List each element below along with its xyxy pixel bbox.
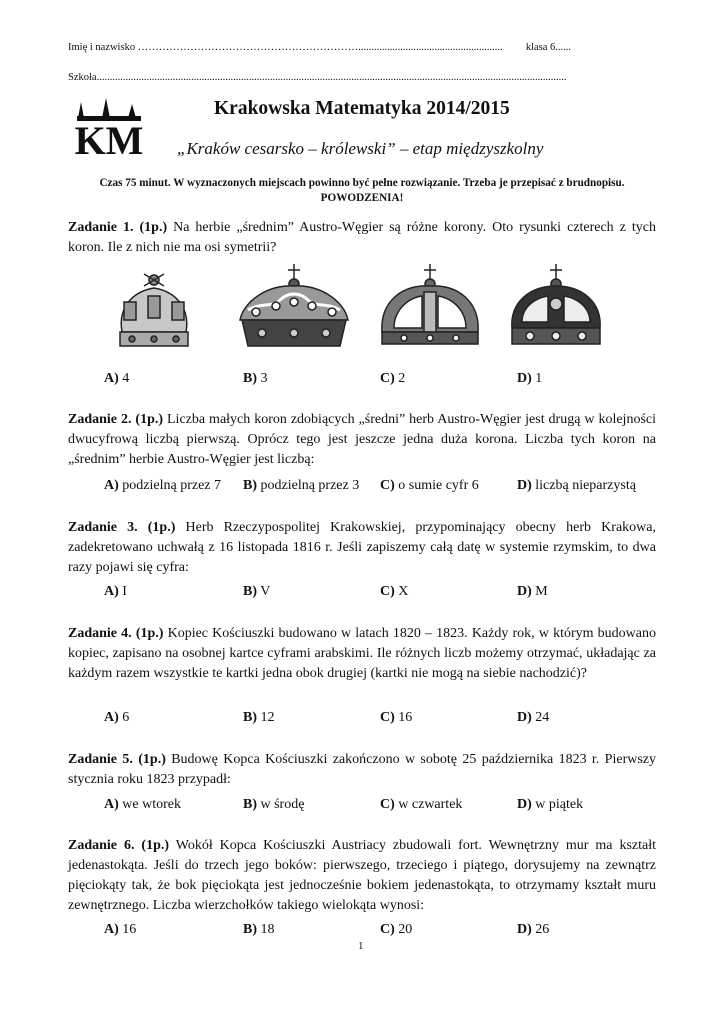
- page-subtitle: „Kraków cesarsko – królewski” – etap międzyszkolny: [177, 139, 544, 158]
- task-6-answer-a[interactable]: A) 16: [104, 922, 137, 937]
- task-3: [68, 518, 656, 578]
- task-5-answer-b[interactable]: B) w środę: [243, 797, 305, 812]
- task-2-answer-c[interactable]: C) o sumie cyfr 6: [380, 478, 479, 493]
- task-2-answer-b[interactable]: B) podzielną przez 3: [243, 478, 360, 493]
- logo-text: KM: [74, 118, 144, 158]
- task-5-answer-d[interactable]: D) w piątek: [517, 797, 584, 812]
- crown-2-image: [232, 262, 356, 356]
- km-logo: [72, 98, 146, 158]
- task-1: [68, 218, 656, 258]
- crown-4-image: [506, 262, 606, 356]
- task-4-answer-a[interactable]: A) 6: [104, 710, 130, 725]
- task-1-answer-a[interactable]: A) 4: [104, 371, 130, 386]
- task-6-answer-b[interactable]: B) 18: [243, 922, 275, 937]
- crown-3-image: [376, 262, 484, 356]
- task-6-answer-d[interactable]: D) 26: [517, 922, 550, 937]
- task-1-answer-b[interactable]: B) 3: [243, 371, 268, 386]
- task-4-answer-b[interactable]: B) 12: [243, 710, 275, 725]
- task-3-answer-c[interactable]: C) X: [380, 584, 409, 599]
- task-text: Herb Rzeczypospolitej Krakowskiej, przypominający obecny herb Krakowa, zadekretowano uchwałą z 16 listopada 1816 r. Jeśli zapiszemy całą datę w systemie rzymskim, to dwa razy pojawi się cyfra:: [68, 520, 656, 575]
- crown-1-image: [108, 266, 200, 358]
- task-3-answer-d[interactable]: D) M: [517, 584, 548, 599]
- good-luck: POWODZENIA!: [320, 192, 404, 204]
- task-6: [68, 836, 656, 916]
- task-2-answer-a[interactable]: A) podzielną przez 7: [104, 478, 222, 493]
- task-5: [68, 750, 656, 790]
- task-label: Zadanie 2. (1p.): [68, 412, 164, 427]
- class-label: klasa 6......: [525, 42, 572, 53]
- task-1-answer-c[interactable]: C) 2: [380, 371, 406, 386]
- page-title: Krakowska Matematyka 2014/2015: [214, 98, 510, 119]
- school-line: Szkoła...................................................................................................................................................................................: [68, 72, 567, 83]
- instructions-line: Czas 75 minut. W wyznaczonych miejscach powinno być pełne rozwiązanie. Trzeba je przepisać z brudnopisu.: [99, 177, 625, 189]
- task-text: Na herbie „średnim” Austro-Węgier są różne korony. Oto rysunki czterech z tych koron. Ile z nich nie ma osi symetrii?: [68, 220, 656, 255]
- task-text: Budowę Kopca Kościuszki zakończono w sobotę 25 października 1823 r. Pierwszy stycznia roku 1823 przypadł:: [68, 752, 657, 787]
- task-2: [68, 410, 656, 470]
- task-3-answer-a[interactable]: A) I: [104, 584, 127, 599]
- task-6-answer-c[interactable]: C) 20: [380, 922, 413, 937]
- task-2-answer-d[interactable]: D) liczbą nieparzystą: [517, 478, 636, 493]
- task-text: Liczba małych koron zdobiących „średni” herb Austro-Węgier jest drugą w kolejności dwucyfrową liczbą pierwszą. Oprócz tego jest jeszcze jedna duża korona. Liczba tych koron na „średnim” herbie Austro-Węgier jest liczbą:: [68, 412, 656, 467]
- task-label: Zadanie 1. (1p.): [68, 220, 168, 235]
- task-label: Zadanie 3. (1p.): [68, 520, 176, 535]
- task-text: Wokół Kopca Kościuszki Austriacy zbudowali fort. Wewnętrzny mur ma kształt jedenastokąta. Jeśli do trzech jego boków: pierwszego, trzeciego i piątego, dorysujemy na zewnątrz pięciokąty tak, że bok pięciokąta jest jednocześnie bokiem jedenastokąta, to otrzymamy kształt muru zewnętrznego. Liczba wierzchołków takiego wielokąta wynosi:: [68, 838, 657, 913]
- task-text: Kopiec Kościuszki budowano w latach 1820 – 1823. Każdy rok, w którym budowano kopiec, zapisano na osobnej kartce cyframi arabskimi. Ile różnych liczb możemy otrzymać, układając za każdym razem wszystkie te kartki jedna obok drugiej (kartki nie mogą na siebie nachodzić)?: [68, 626, 657, 681]
- name-line: Imię i nazwisko ………………………………………………………....................................................... klasa 6......: [68, 42, 572, 53]
- task-label: Zadanie 5. (1p.): [68, 752, 166, 767]
- page-number: 1: [358, 940, 364, 952]
- task-5-answer-a[interactable]: A) we wtorek: [104, 797, 181, 812]
- task-4: [68, 624, 656, 684]
- task-1-answer-d[interactable]: D) 1: [517, 371, 543, 386]
- task-5-answer-c[interactable]: C) w czwartek: [380, 797, 463, 812]
- task-4-answer-c[interactable]: C) 16: [380, 710, 413, 725]
- task-label: Zadanie 4. (1p.): [68, 626, 164, 641]
- task-4-answer-d[interactable]: D) 24: [517, 710, 550, 725]
- task-3-answer-b[interactable]: B) V: [243, 584, 271, 599]
- task-label: Zadanie 6. (1p.): [68, 838, 170, 853]
